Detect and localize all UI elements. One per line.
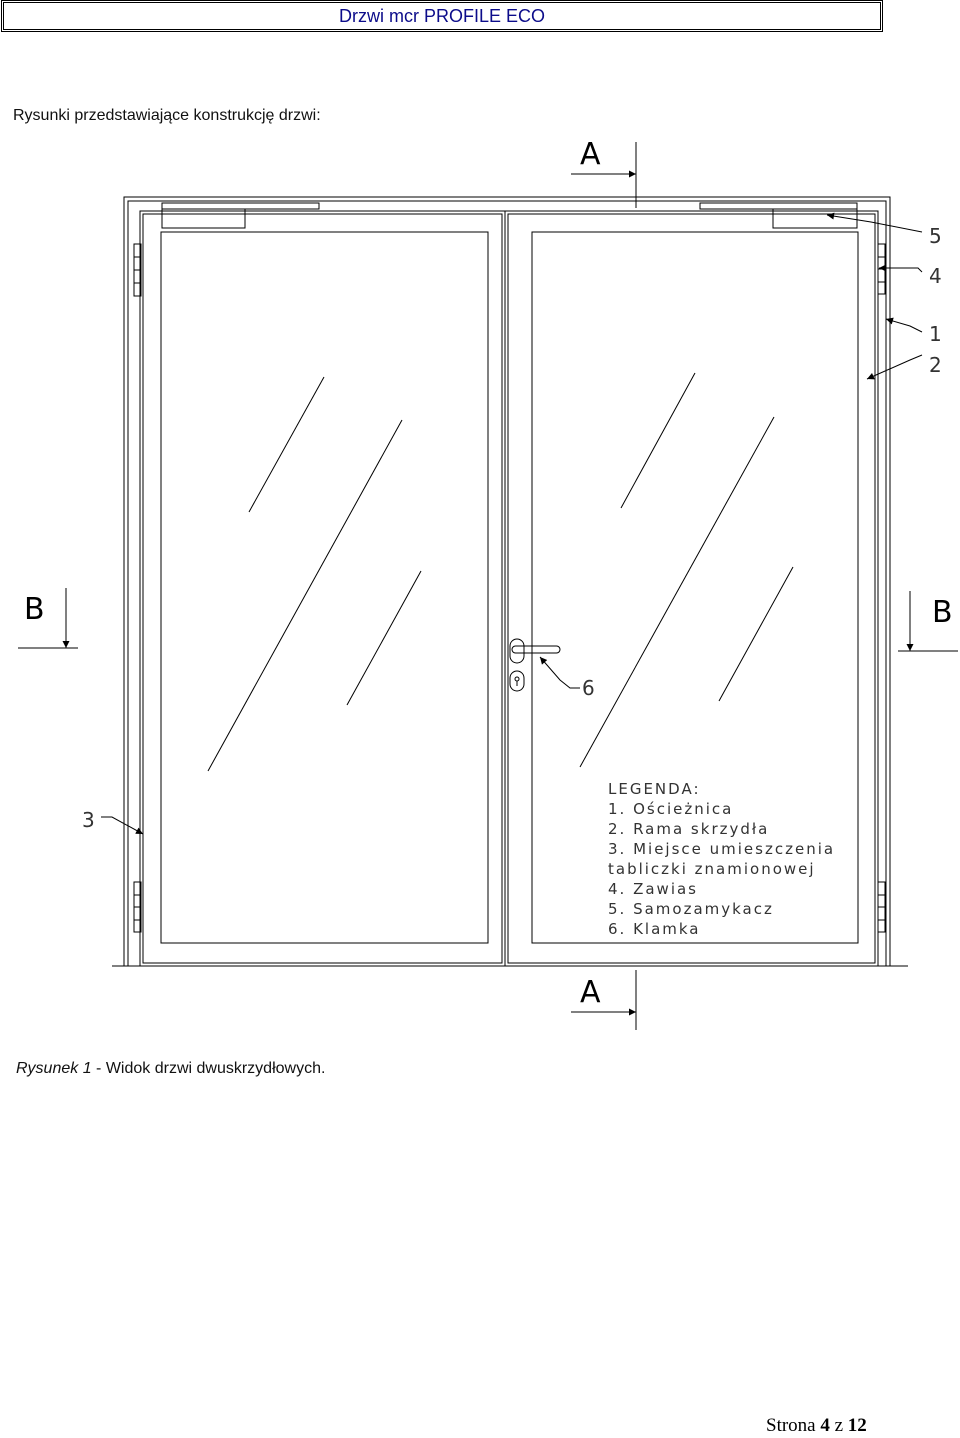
door-technical-drawing	[0, 130, 960, 1040]
callout-3: 3	[82, 808, 95, 832]
section-label-a-top: A	[580, 137, 601, 172]
leader-6	[540, 657, 580, 688]
legend-title: LEGENDA:	[608, 780, 701, 798]
callout-5: 5	[929, 224, 942, 248]
legend	[608, 780, 835, 938]
glass-panel-left	[161, 232, 488, 943]
callout-6: 6	[582, 676, 595, 700]
figure-caption-label: Rysunek 1	[16, 1060, 92, 1077]
hinge-right-top	[878, 244, 885, 294]
figure-caption	[16, 1060, 325, 1078]
legend-item: 2. Rama skrzydła	[608, 820, 770, 838]
hinge-right-bottom	[878, 882, 885, 932]
legend-item: tabliczki znamionowej	[608, 860, 816, 878]
legend-item: 1. Ościeżnica	[608, 800, 734, 818]
figure-caption-text: - Widok drzwi dwuskrzydłowych.	[91, 1060, 326, 1077]
page-number	[766, 1415, 867, 1437]
page-number-separator: z	[829, 1415, 848, 1436]
total-pages: 12	[847, 1415, 867, 1436]
page-number-prefix: Strona	[766, 1415, 821, 1436]
callout-1: 1	[929, 322, 942, 346]
door-closer-right	[700, 203, 857, 228]
callout-2: 2	[929, 353, 942, 377]
leader-1	[886, 319, 922, 332]
leader-3	[101, 817, 143, 834]
current-page: 4	[820, 1415, 830, 1436]
legend-item: 6. Klamka	[608, 920, 701, 938]
section-label-b-left: B	[24, 592, 45, 627]
callout-4: 4	[929, 264, 942, 288]
document-title: Drzwi mcr PROFILE ECO	[338, 5, 545, 26]
legend-item: 4. Zawias	[608, 880, 698, 898]
door-leaf-left	[140, 211, 505, 966]
section-label-a-bottom: A	[580, 975, 601, 1010]
intro-text: Rysunki przedstawiające konstrukcję drzwi:	[13, 107, 321, 124]
door-handle	[510, 639, 560, 691]
glass-reflection-lines	[208, 373, 793, 771]
section-label-b-right: B	[932, 595, 953, 630]
legend-item: 5. Samozamykacz	[608, 900, 774, 918]
header-box	[3, 2, 881, 30]
legend-item: 3. Miejsce umieszczenia	[608, 840, 836, 858]
door-closer-left	[162, 203, 319, 228]
